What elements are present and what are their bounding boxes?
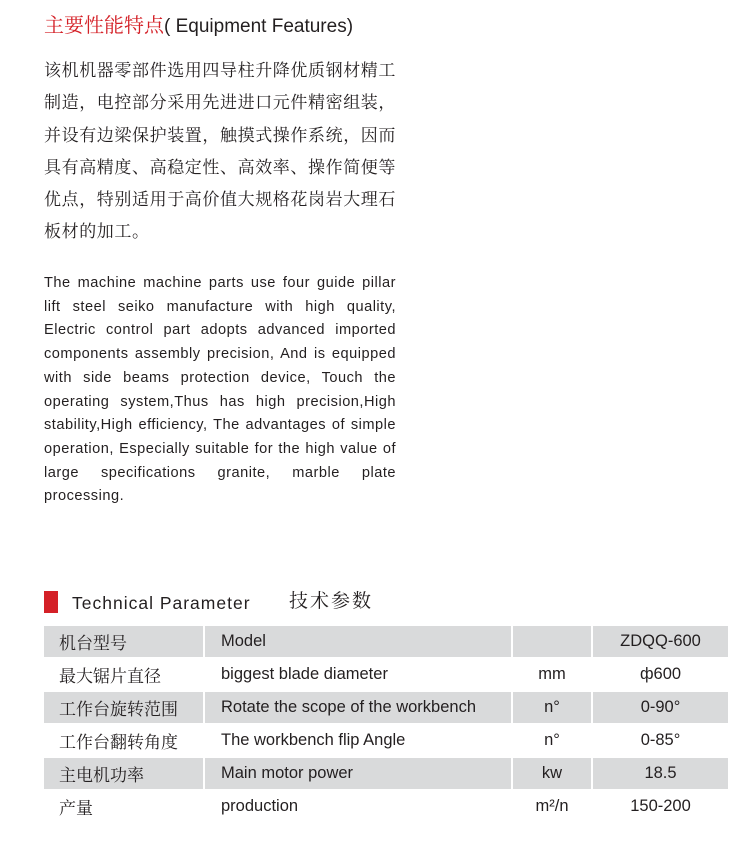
param-value: 18.5: [592, 757, 728, 790]
table-row: [44, 658, 728, 691]
features-description-en: The machine machine parts use four guide pillar lift steel seiko manufacture with high quality, Electric control part adopts advanced imported components assembly precision, And is equipped with side beams protection device, Touch the operating system,Thus has high precision,High stability,High efficiency, The advantages of simple operation, Especially suitable for the high value of large specifications granite, marble plate processing.: [44, 275, 396, 505]
param-unit: mm: [512, 658, 592, 691]
technical-parameter-title-en: Technical Parameter: [72, 593, 251, 613]
features-title: [44, 10, 353, 40]
features-title-cn: 主要性能特点: [44, 13, 164, 37]
param-name-en: biggest blade diameter: [204, 658, 512, 691]
param-unit: n°: [512, 724, 592, 757]
param-name-cn: 工作台旋转范围: [44, 691, 204, 724]
param-name-en: production: [204, 790, 512, 823]
section-marker-bar: [44, 591, 58, 613]
param-value: ZDQQ-600: [592, 626, 728, 658]
param-name-cn: 机台型号: [44, 626, 204, 658]
param-name-cn: 最大锯片直径: [44, 658, 204, 691]
param-name-en: The workbench flip Angle: [204, 724, 512, 757]
table-row: [44, 691, 728, 724]
parameter-table: [44, 626, 728, 824]
param-name-en: Model: [204, 626, 512, 658]
param-value: 0-85°: [592, 724, 728, 757]
param-value: 150-200: [592, 790, 728, 823]
param-name-cn: 产量: [44, 790, 204, 823]
technical-parameter-title-cn: 技术参数: [289, 590, 374, 612]
table-row: [44, 724, 728, 757]
param-value: ф600: [592, 658, 728, 691]
param-value: 0-90°: [592, 691, 728, 724]
param-name-cn: 工作台翻转角度: [44, 724, 204, 757]
table-row: [44, 626, 728, 658]
param-name-en: Main motor power: [204, 757, 512, 790]
param-unit: n°: [512, 691, 592, 724]
param-unit: [512, 626, 592, 658]
table-row: [44, 790, 728, 823]
features-title-en: ( Equipment Features): [164, 16, 354, 37]
param-unit: kw: [512, 757, 592, 790]
param-unit: m²/n: [512, 790, 592, 823]
param-name-cn: 主电机功率: [44, 757, 204, 790]
table-row: [44, 757, 728, 790]
features-description-cn: 该机机器零部件选用四导柱升降优质钢材精工制造，电控部分采用先进进口元件精密组装，并设有边梁保护装置，触摸式操作系统，因而具有高精度、高稳定性、高效率、操作简便等优点，特别适用于高价值大规格花岗岩大理石板材的加工。: [44, 61, 396, 243]
param-name-en: Rotate the scope of the workbench: [204, 691, 512, 724]
